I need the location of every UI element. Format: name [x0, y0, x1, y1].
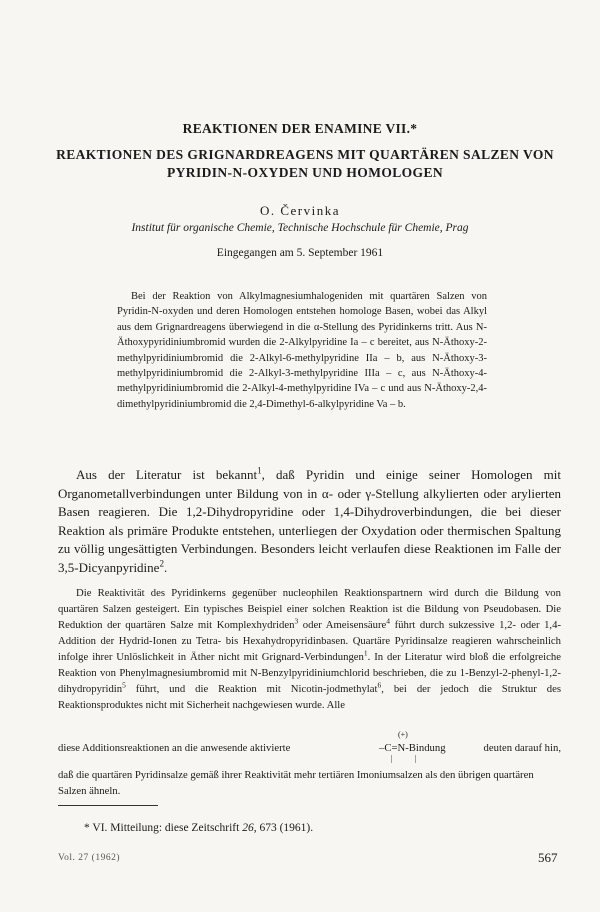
footnote-marker: * [84, 822, 90, 834]
citation-ref: 3 [294, 616, 299, 626]
intro-text-1: Aus der Literatur ist bekannt [76, 467, 258, 482]
intro-text-3: . [164, 559, 168, 575]
citation-ref: 2 [159, 558, 164, 569]
citation-ref: 6 [377, 680, 382, 690]
page-number: 567 [538, 850, 558, 865]
body-text-4: . In der Literatur wird bloß die erfolgreiche Reaktion von Phenylmagnesiumbromid mit N-Benzylpyridiniumchlorid beschrieben, die zu 1-Benzyl-2-phenyl-1,2-dihydropyridin [58, 651, 561, 695]
footnote [84, 822, 313, 834]
intro-text-2: , daß Pyridin und einige seiner Homologen mit Organometallverbindungen unter Bildung von in α- oder γ-Stellung alkylierten oder arylierten Basen reagieren. Die 1,2-Dihydropyridine oder 1,4-Dihydroverbindungen, die bei dieser Reaktion als primäre Produkte entstehen, unterliegen der Oxydation oder thermischen Spaltung zu völlig ungesättigten Verbindungen. Besonders leicht verlaufen diese Reaktionen im Falle der 3,5-Dicyanpyridine [58, 467, 561, 575]
citation-ref: 1 [363, 648, 368, 658]
positive-charge-mark: (+) [398, 730, 408, 739]
body-text-5: führt, und die Reaktion mit Nicotin-jodmethylat [125, 683, 378, 695]
abstract-text: Bei der Reaktion von Alkylmagnesiumhalogeniden mit quartären Salzen von Pyridin-N-oxyden und deren Homologen entstehen homologe Basen, wobei das Alkyl aus dem Grignardreagens überwiegend in die α-Stellung des Pyridinkerns tritt. Aus N-Äthoxypyridiniumbromid wurden die 2-Alkylpyridine Ia – c bereitet, aus N-Äthoxy-2-methylpyridiniumbromid die 2-Alkyl-6-methylpyridine IIa – b, aus N-Äthoxy-3-methylpyridiniumbromid die 2-Alkyl-3-methylpyridine IIIa – c, aus N-Äthoxy-4-methylpyridiniumbromid die 2-Alkyl-4-methylpyridine IVa – c und aus N-Äthoxy-2,4-dimethylpyridiniumbromid die 2,4-Dimethyl-6-alkylpyridine Va – b. [117, 291, 487, 410]
body-text-1: Die Reaktivität des Pyridinkerns gegenüber nucleophilen Reaktionspartnern wird durch die Bildung von quartären Salzen gesteigert. Ein typisches Beispiel einer solchen Reaktion ist die Bildung von Pseudobasen. Die Reduktion der quartären Salze mit Komplexhydriden [58, 587, 561, 631]
footnote-volume: 26 [242, 822, 254, 834]
body-text-3: führt durch sukzessive 1,2- oder 1,4-Addition der Hydrid-Ionen zu Tetra- bis Hexahydropyridinbasen. Quartäre Pyridinsalze reagieren wahrscheinlich infolge ihrer Unlöslichkeit in Äther nicht mit Grignard-Verbindungen [58, 619, 562, 663]
author-affiliation: Institut für organische Chemie, Technische Hochschule für Chemie, Prag [131, 222, 469, 234]
c-n-bond: –C=N-Bindung [379, 742, 446, 754]
received-date: Eingegangen am 5. September 1961 [216, 247, 384, 259]
article-title: REAKTIONEN DES GRIGNARDREAGENS MIT QUARTÄREN SALZEN VON PYRIDIN-N-OXYDEN UND HOMOLOGEN [56, 147, 554, 180]
intro-paragraph [58, 466, 561, 578]
citation-ref: 4 [386, 616, 391, 626]
formula-trail-text: deuten darauf hin, [483, 742, 561, 754]
footnote-rest: , 673 (1961). [253, 822, 314, 834]
body-text-6: , bei der jedoch die Struktur des Reaktionsproduktes nicht mit Sicherheit nachgewiesen wurde. Alle [58, 683, 561, 711]
citation-ref: 1 [257, 465, 262, 476]
footnote-text: VI. Mitteilung: diese Zeitschrift [92, 822, 240, 834]
body-paragraph [58, 585, 561, 713]
author-name: O. Červinka [259, 203, 341, 218]
body-text-2: oder Ameisensäure [298, 619, 387, 631]
formula-lead-text: diese Additionsreaktionen an die anwesende aktivierte [58, 742, 291, 754]
journal-volume: Vol. 27 (1962) [58, 853, 120, 863]
abstract [117, 289, 487, 412]
citation-ref: 5 [122, 680, 126, 690]
body-closing-text: daß die quartären Pyridinsalze gemäß ihrer Reaktivität mehr tertiären Imoniumsalzen als den übrigen quartären Salzen ähneln. [58, 769, 534, 797]
footnote-divider [58, 805, 158, 806]
bond-substituent-marks: | | [391, 754, 427, 763]
article-series-title: REAKTIONEN DER ENAMINE VII.* [182, 121, 418, 136]
